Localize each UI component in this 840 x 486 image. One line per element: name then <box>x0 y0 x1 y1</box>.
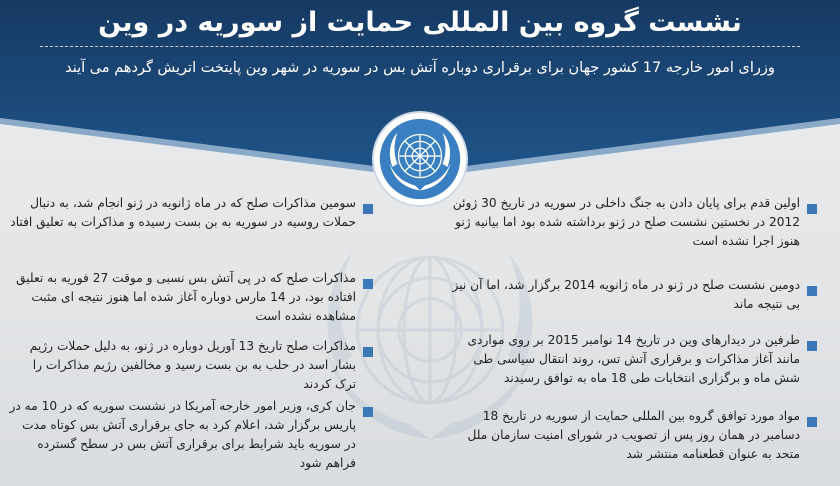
bullet-square-icon <box>363 407 373 417</box>
list-item: طرفین در دیدارهای وین در تاریخ 14 نوامبر 2015 بر روی مواردی مانند آغاز مذاکرات و برقراری آتش تس، روند انتقال سیاسی طی شش ماه و برگزاری انتخابات طی 18 ماه به توافق رسیدند <box>452 317 817 393</box>
bullet-square-icon <box>807 341 817 351</box>
bullet-square-icon <box>363 279 373 289</box>
bullet-square-icon <box>807 286 817 296</box>
timeline-column-left <box>8 180 373 470</box>
list-item: جان کری، وزیر امور خارجه آمریکا در نشست سوریه که در 10 مه در پاریس برگزار شد، اعلام کرد به جای برقراری آتش بس کوتاه مدت در سوریه باید شرایط برای برقراری آتش بس در سطح گسترده فراهم شود <box>8 383 373 463</box>
list-item: مواد مورد توافق گروه بین المللی حمایت از سوریه در تاریخ 18 دسامبر در همان روز پس از تصویب در شورای امنیت سازمان ملل متحد به عنوان قطعنامه منتشر شد <box>452 393 817 463</box>
bullet-square-icon <box>807 204 817 214</box>
timeline-column-right <box>452 180 817 463</box>
list-item: اولین قدم برای پایان دادن به جنگ داخلی در سوریه در تاریخ 30 ژوئن 2012 در نخستین نشست صلح در ژنو برداشته شده بود اما بیانیه ژنو هنوز اجرا نشده است <box>452 180 817 262</box>
list-item: سومین مذاکرات صلح که در ماه ژانویه در ژنو انجام شد، به دنبال حملات روسیه در سوریه به بن بست رسیده و مذاکرات به تعلیق افتاد <box>8 180 373 255</box>
bullet-square-icon <box>363 204 373 214</box>
page-subtitle: وزرای امور خارجه 17 کشور جهان برای برقراری دوباره آتش بس در سوریه در شهر وین پایتخت اتریش گردهم می آیند <box>65 60 775 76</box>
title-divider <box>40 46 800 47</box>
bullet-square-icon <box>363 347 373 357</box>
page-title: نشست گروه بین المللی حمایت از سوریه در وین <box>98 7 742 38</box>
bullet-square-icon <box>807 417 817 427</box>
list-item: مذاکرات صلح تاریخ 13 آوریل دوباره در ژنو، به دلیل حملات رژیم بشار اسد در حلب به بن بست رسید و مخالفین رژیم مذاکرات را ترک کردند <box>8 323 373 383</box>
list-item: مذاکرات صلح که در پی آتش بس نسبی و موقت 27 فوریه به تعلیق افتاده بود، در 14 مارس دوباره آغاز شده اما هنوز نتیجه ای مثبت مشاهده نشده است <box>8 255 373 323</box>
list-item: دومین نشست صلح در ژنو در ماه ژانویه 2014 برگزار شد، اما آن نیز بی نتیجه ماند <box>452 262 817 317</box>
